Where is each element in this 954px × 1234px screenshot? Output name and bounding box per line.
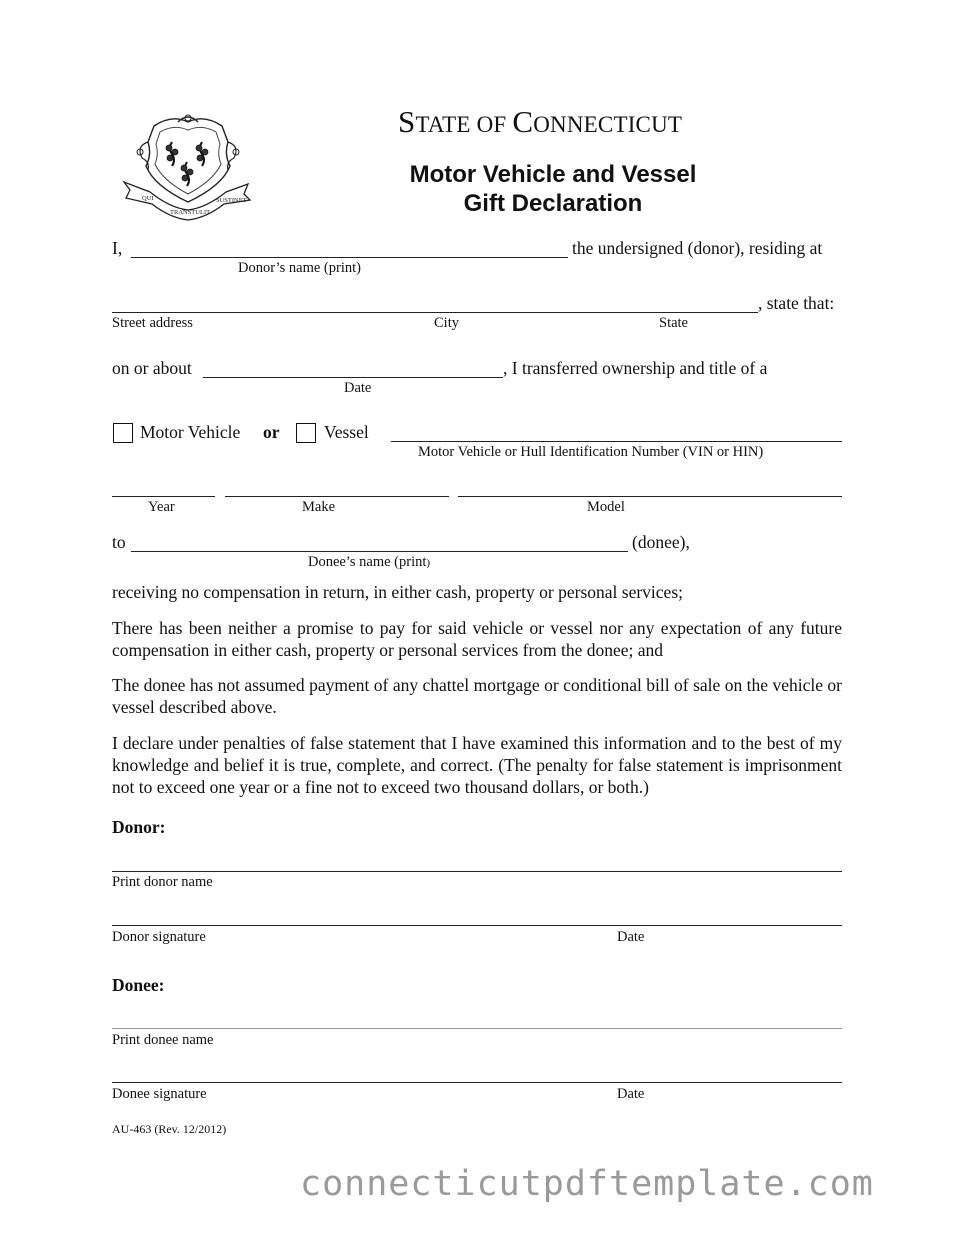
print-donor-name-caption: Print donor name: [112, 874, 213, 890]
donee-signature-caption: Donee signature: [112, 1086, 207, 1102]
state-seal: [120, 112, 252, 222]
form-title-line2: Gift Declaration: [463, 190, 643, 217]
statement-no-compensation: receiving no compensation in return, in either cash, property or personal services;: [112, 582, 683, 602]
print-donee-name-caption: Print donee name: [112, 1032, 214, 1048]
motor-vehicle-checkbox[interactable]: [113, 423, 133, 443]
transfer-date-field[interactable]: [203, 377, 503, 378]
form-title-line1: Motor Vehicle and Vessel: [409, 161, 697, 188]
model-caption: Model: [587, 499, 625, 515]
motor-vehicle-label: Motor Vehicle: [140, 422, 241, 442]
city-caption: City: [434, 315, 459, 331]
donee-date-caption: Date: [617, 1086, 645, 1102]
donor-suffix: the undersigned (donor), residing at: [572, 238, 823, 258]
donee-signature-field[interactable]: [112, 1082, 842, 1083]
donor-heading: Donor:: [112, 817, 166, 837]
statement-no-mortgage: The donee has not assumed payment of any chattel mortgage or conditional bill of sale on the vehicle or vessel described above.: [112, 675, 842, 717]
statement-declaration: I declare under penalties of false statement that I have examined this information and to the best of my knowledge and belief it is true, complete, and correct. (The penalty for false statement is imprisonment not to exceed one year or a fine not to exceed two thousand dollars, or both.): [112, 733, 842, 797]
model-field[interactable]: [458, 496, 842, 497]
donor-signature-field[interactable]: [112, 925, 842, 926]
print-donor-name-field[interactable]: [112, 871, 842, 872]
seal-motto-middle: TRANSTULIT: [170, 209, 211, 216]
date-suffix: , I transferred ownership and title of a: [503, 358, 768, 378]
date-caption: Date: [344, 380, 372, 396]
donee-prefix: to: [112, 532, 126, 552]
seal-graphic: [120, 112, 252, 222]
vin-caption: Motor Vehicle or Hull Identification Number (VIN or HIN): [418, 444, 764, 460]
year-field[interactable]: [112, 496, 215, 497]
vessel-checkbox[interactable]: [296, 423, 316, 443]
form-title: [370, 160, 736, 218]
vessel-label: Vessel: [324, 422, 369, 442]
donor-name-caption: Donor’s name (print): [238, 260, 361, 276]
street-caption: Street address: [112, 315, 193, 331]
donor-date-caption: Date: [617, 929, 645, 945]
donee-heading: Donee:: [112, 975, 165, 995]
state-caption: State: [659, 315, 688, 331]
statement-no-promise: There has been neither a promise to pay for said vehicle or vessel nor any expectation of any future compensation in either cash, property or personal services from the donee; and: [112, 618, 842, 660]
date-prefix: on or about: [112, 358, 192, 378]
seal-motto-left: QUI: [142, 195, 154, 202]
print-donee-name-field[interactable]: [112, 1028, 842, 1029]
donor-name-field[interactable]: [131, 257, 568, 258]
donee-name-caption: Donee’s name (print): [308, 554, 431, 570]
address-suffix: , state that:: [758, 293, 835, 313]
watermark: connecticutpdftemplate.com: [300, 1164, 874, 1204]
or-label: or: [263, 422, 280, 442]
state-title: STATE OF CONNECTICUT: [398, 104, 683, 139]
form-number: AU-463 (Rev. 12/2012): [112, 1122, 227, 1136]
donor-signature-caption: Donor signature: [112, 929, 206, 945]
year-caption: Year: [148, 499, 175, 515]
make-caption: Make: [302, 499, 336, 515]
address-field[interactable]: [112, 312, 758, 313]
donee-suffix: (donee),: [632, 532, 690, 552]
make-field[interactable]: [225, 496, 449, 497]
seal-motto-right: SUSTINET: [216, 197, 247, 204]
donee-name-field[interactable]: [131, 551, 628, 552]
vin-hin-field[interactable]: [391, 441, 842, 442]
donor-prefix: I,: [112, 238, 123, 258]
